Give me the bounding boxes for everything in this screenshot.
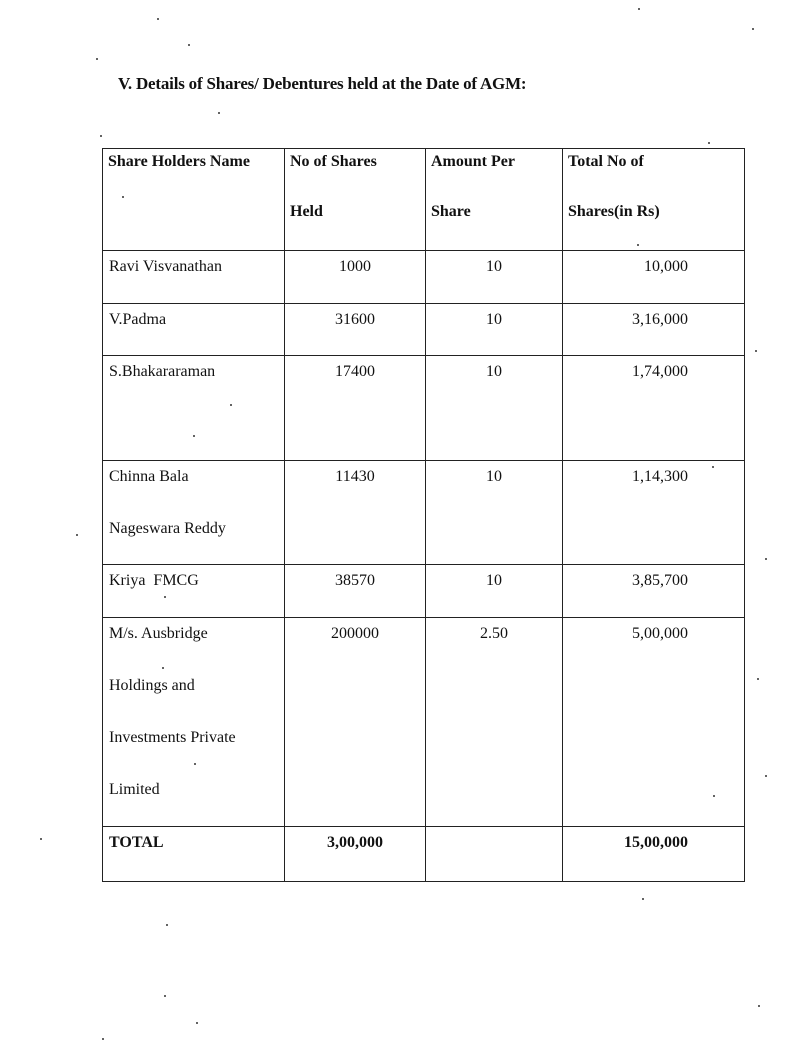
shareholding-table xyxy=(102,148,745,882)
amount-per-share-cell xyxy=(426,461,563,565)
amount-per-share: 10 xyxy=(486,363,502,380)
shareholder-name: V.Padma xyxy=(109,311,167,328)
scan-speck xyxy=(157,18,159,20)
header-label: Share Holders Name xyxy=(108,153,250,170)
shares-held-cell xyxy=(285,618,426,827)
header-label: Held xyxy=(290,203,323,220)
table-row xyxy=(103,304,745,356)
shareholder-name: Ravi Visvanathan xyxy=(109,258,222,275)
amount-per-share: 10 xyxy=(486,311,502,328)
total-value: 3,85,700 xyxy=(632,572,688,589)
shareholder-name-cell xyxy=(103,356,285,461)
scan-speck xyxy=(230,404,232,406)
scan-speck xyxy=(638,8,640,10)
shareholder-name-line: Chinna Bala xyxy=(109,468,189,485)
shareholder-name-cell xyxy=(103,618,285,827)
amount-per-share-cell xyxy=(426,618,563,827)
total-value-cell xyxy=(563,618,745,827)
header-label: No of Shares xyxy=(290,153,377,170)
scan-speck xyxy=(196,1022,198,1024)
shareholder-name-line: Holdings and xyxy=(109,677,195,694)
header-label: Total No of xyxy=(568,153,644,170)
shares-held-cell xyxy=(285,461,426,565)
total-shares-cell xyxy=(285,827,426,882)
scan-speck xyxy=(193,435,195,437)
total-value-cell xyxy=(563,461,745,565)
total-row xyxy=(103,827,745,882)
shares-held: 31600 xyxy=(335,311,375,328)
scan-speck xyxy=(218,112,220,114)
header-label: Share xyxy=(431,203,471,220)
scan-speck xyxy=(162,667,164,669)
shareholder-name: Kriya FMCG xyxy=(109,572,199,589)
shares-held-cell xyxy=(285,565,426,618)
scan-speck xyxy=(765,558,767,560)
scan-speck xyxy=(194,763,196,765)
scan-speck xyxy=(765,775,767,777)
header-label: Amount Per xyxy=(431,153,515,170)
shareholder-name-line: M/s. Ausbridge xyxy=(109,625,208,642)
shares-held-cell xyxy=(285,356,426,461)
shares-held: 200000 xyxy=(331,625,379,642)
total-value-cell xyxy=(563,304,745,356)
total-value: 5,00,000 xyxy=(632,625,688,642)
scan-speck xyxy=(758,1005,760,1007)
header-total-shares xyxy=(563,149,745,251)
header-shareholder-name xyxy=(103,149,285,251)
total-value: 1,14,300 xyxy=(632,468,688,485)
scan-speck xyxy=(642,898,644,900)
section-heading: V. Details of Shares/ Debentures held at the Date of AGM: xyxy=(118,74,527,93)
shares-held: 38570 xyxy=(335,572,375,589)
scan-speck xyxy=(712,466,714,468)
amount-per-share: 2.50 xyxy=(480,625,508,642)
total-amount xyxy=(426,827,562,833)
total-label: TOTAL xyxy=(109,834,164,851)
table-row xyxy=(103,356,745,461)
shareholder-name-line: Limited xyxy=(109,781,160,798)
header-no-of-shares xyxy=(285,149,426,251)
scan-speck xyxy=(708,142,710,144)
amount-per-share-cell xyxy=(426,251,563,304)
total-value: 1,74,000 xyxy=(632,363,688,380)
table-row xyxy=(103,565,745,618)
amount-per-share-cell xyxy=(426,356,563,461)
total-amount-cell xyxy=(426,827,563,882)
shareholder-name-cell xyxy=(103,565,285,618)
scan-speck xyxy=(752,28,754,30)
scan-speck xyxy=(96,58,98,60)
scan-speck xyxy=(713,795,715,797)
scan-speck xyxy=(164,596,166,598)
total-value: 10,000 xyxy=(644,258,688,275)
header-amount-per-share xyxy=(426,149,563,251)
table-header-row xyxy=(103,149,745,251)
total-value-cell xyxy=(563,565,745,618)
total-label-cell xyxy=(103,827,285,882)
scan-speck xyxy=(166,924,168,926)
scan-speck xyxy=(122,196,124,198)
table-row xyxy=(103,251,745,304)
total-value: 3,16,000 xyxy=(632,311,688,328)
scan-speck xyxy=(188,44,190,46)
shares-held-cell xyxy=(285,304,426,356)
grand-total-cell xyxy=(563,827,745,882)
scan-speck xyxy=(164,995,166,997)
total-value-cell xyxy=(563,251,745,304)
scan-speck xyxy=(102,1038,104,1040)
shares-held: 11430 xyxy=(335,468,375,485)
amount-per-share-cell xyxy=(426,565,563,618)
header-label: Shares(in Rs) xyxy=(568,203,660,220)
scan-speck xyxy=(76,534,78,536)
amount-per-share: 10 xyxy=(486,572,502,589)
scan-speck xyxy=(100,135,102,137)
shareholder-name-cell xyxy=(103,304,285,356)
total-shares: 3,00,000 xyxy=(327,834,383,851)
scan-speck xyxy=(40,838,42,840)
shares-held: 1000 xyxy=(339,258,371,275)
shareholder-name-line: Nageswara Reddy xyxy=(109,520,226,537)
grand-total: 15,00,000 xyxy=(624,834,688,851)
shareholder-name-line: Investments Private xyxy=(109,729,236,746)
scan-speck xyxy=(757,678,759,680)
amount-per-share-cell xyxy=(426,304,563,356)
scan-speck xyxy=(637,244,639,246)
total-value-cell xyxy=(563,356,745,461)
amount-per-share: 10 xyxy=(486,468,502,485)
table-row xyxy=(103,618,745,827)
shareholder-name-cell xyxy=(103,461,285,565)
amount-per-share: 10 xyxy=(486,258,502,275)
shares-held: 17400 xyxy=(335,363,375,380)
scan-speck xyxy=(755,350,757,352)
shareholder-name-cell xyxy=(103,251,285,304)
shareholder-name: S.Bhakararaman xyxy=(109,363,216,380)
table-row xyxy=(103,461,745,565)
shares-held-cell xyxy=(285,251,426,304)
